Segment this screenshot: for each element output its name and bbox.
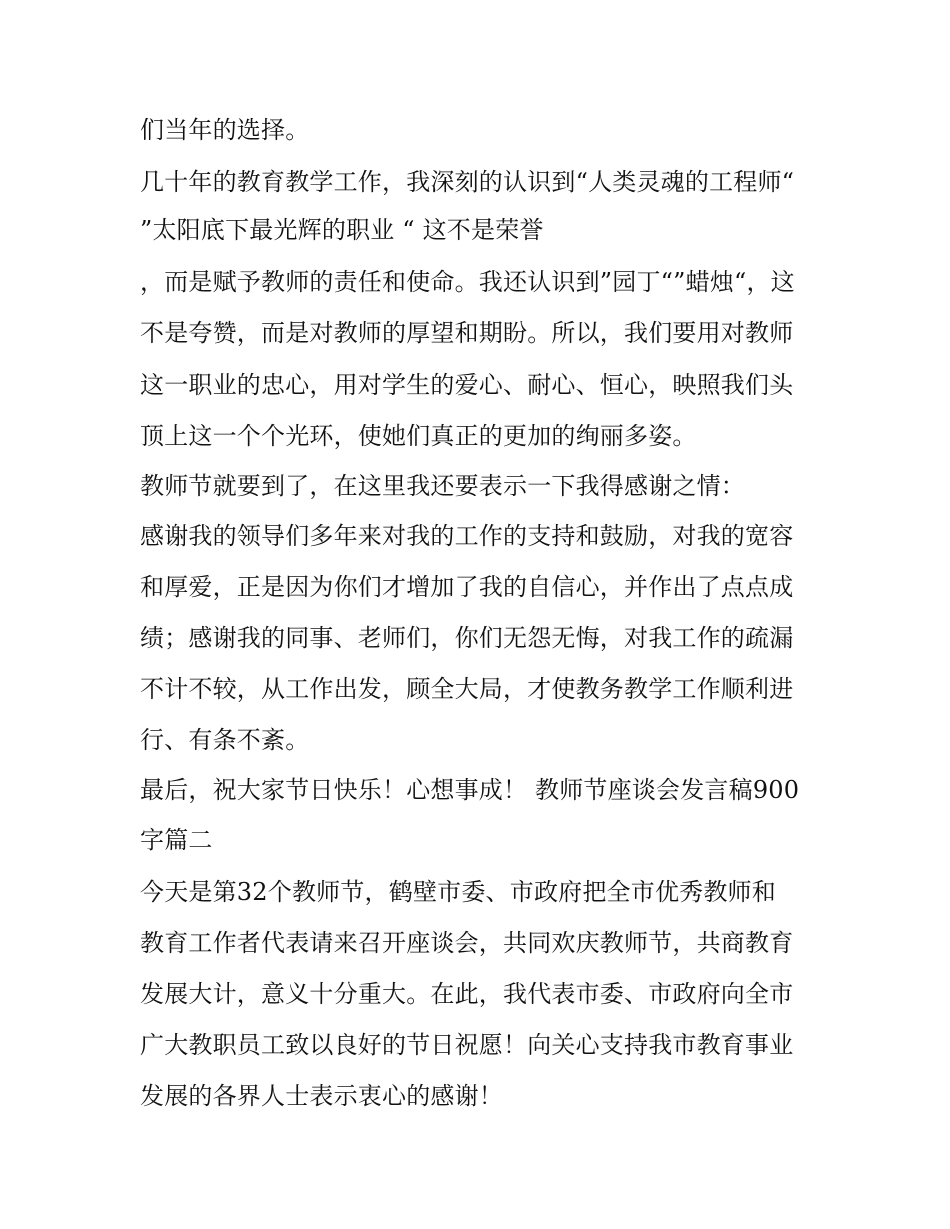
text-line: ”太阳底下最光辉的职业 “ 这不是荣誉 — [140, 216, 544, 244]
text-line: 这一职业的忠心，用对学生的爱心、耐心、恒心，映照我们头 — [140, 371, 794, 399]
text-line: 教育工作者代表请来召开座谈会，共同欢庆教师节，共商教育 — [140, 929, 794, 957]
text-line: 不计不较，从工作出发，顾全大局，才使教务教学工作顺利进 — [140, 675, 794, 703]
text-line: 们当年的选择。 — [140, 116, 310, 144]
text-line: 字篇二 — [140, 826, 213, 854]
text-line: 今天是第32个教师节，鹤壁市委、市政府把全市优秀教师和 — [140, 878, 776, 906]
text-line: 顶上这一个个光环，使她们真正的更加的绚丽多姿。 — [140, 422, 697, 450]
text-line: 广大教职员工致以良好的节日祝愿！向关心支持我市教育事业 — [140, 1031, 794, 1059]
text-line: 几十年的教育教学工作，我深刻的认识到“人类灵魂的工程师“ — [140, 168, 795, 196]
text-line: 教师节就要到了，在这里我还要表示一下我得感谢之情： — [140, 472, 745, 500]
text-line: 不是夸赞，而是对教师的厚望和期盼。所以，我们要用对教师 — [140, 319, 794, 347]
text-line: 发展的各界人士表示衷心的感谢！ — [140, 1082, 503, 1110]
text-line: 发展大计，意义十分重大。在此，我代表市委、市政府向全市 — [140, 980, 794, 1008]
text-line: ，而是赋予教师的责任和使命。我还认识到”园丁“”蜡烛“，这 — [140, 268, 795, 296]
text-line: 行、有条不紊。 — [140, 726, 310, 754]
text-line: 最后，祝大家节日快乐！心想事成！ 教师节座谈会发言稿900 — [140, 776, 800, 804]
text-line: 和厚爱，正是因为你们才增加了我的自信心，并作出了点点成 — [140, 573, 794, 601]
text-line: 感谢我的领导们多年来对我的工作的支持和鼓励，对我的宽容 — [140, 522, 794, 550]
text-line: 绩；感谢我的同事、老师们，你们无怨无悔，对我工作的疏漏 — [140, 624, 794, 652]
